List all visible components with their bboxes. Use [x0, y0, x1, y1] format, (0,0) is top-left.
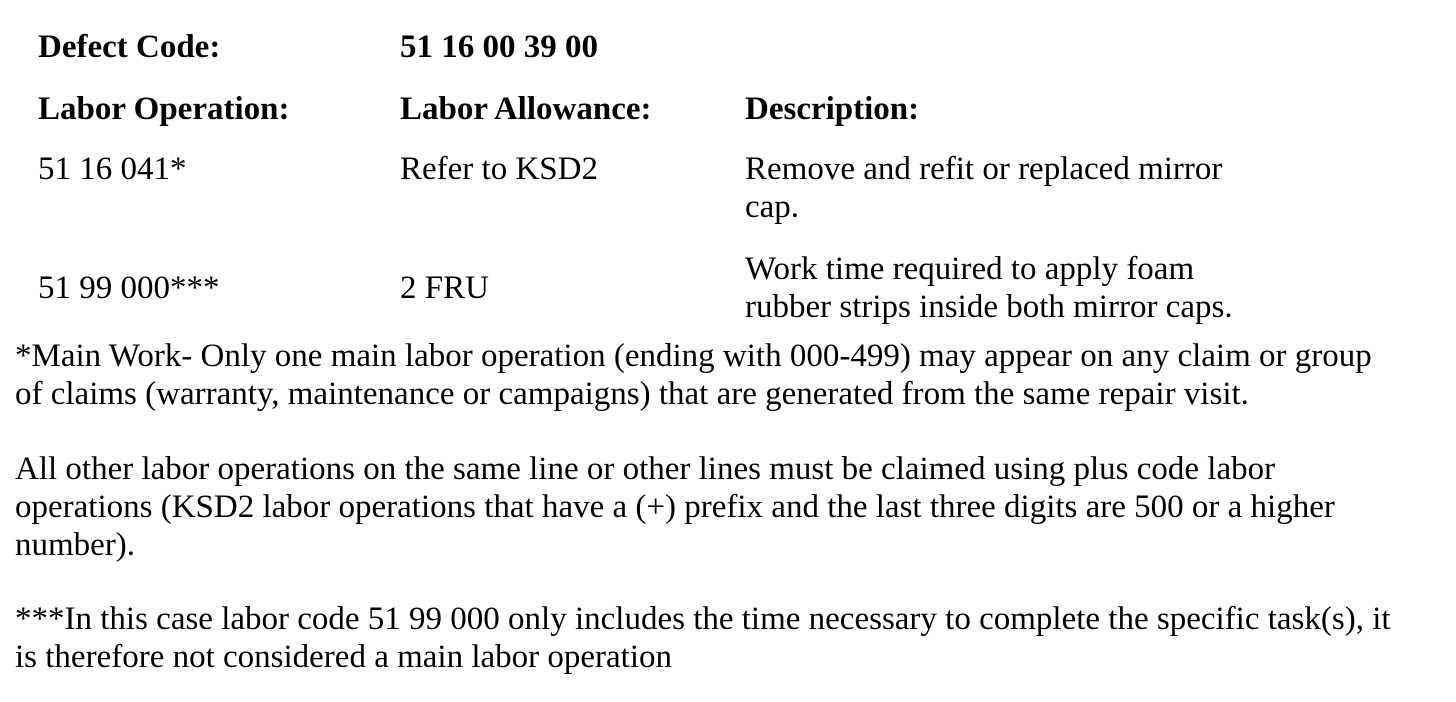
defect-code-label: Defect Code:	[38, 29, 221, 65]
main-work-note: *Main Work- Only one main labor operation (ending with 000-499) may appear on any claim or group of claims (warranty, maintenance or campaigns) that are generated from the same repair visit.	[15, 338, 1372, 412]
description-value: Remove and refit or replaced mirror cap.	[745, 151, 1223, 225]
header-description: Description:	[745, 91, 920, 127]
labor-allowance-value: 2 FRU	[400, 270, 489, 306]
table-row	[38, 150, 1456, 226]
labor-operation-value: 51 16 041*	[38, 151, 187, 187]
footnotes	[15, 337, 1456, 676]
defect-code-row	[38, 28, 1456, 66]
table-row	[38, 250, 1456, 326]
labor-allowance-value: Refer to KSD2	[400, 151, 598, 187]
plus-code-note: All other labor operations on the same line or other lines must be claimed using plus code labor operations (KSD2 labor operations that have a (+) prefix and the last three digits are 500 or a higher number).	[15, 451, 1335, 563]
labor-operations-table	[38, 28, 1456, 326]
labor-operation-value: 51 99 000***	[38, 270, 220, 306]
header-labor-operation: Labor Operation:	[38, 91, 290, 127]
header-labor-allowance: Labor Allowance:	[400, 91, 652, 127]
labor-code-note: ***In this case labor code 51 99 000 only includes the time necessary to complete the specific task(s), it is therefore not considered a main labor operation	[15, 601, 1391, 675]
table-header-row	[38, 90, 1456, 128]
defect-code-value: 51 16 00 39 00	[400, 29, 598, 65]
description-value: Work time required to apply foam rubber strips inside both mirror caps.	[745, 251, 1233, 325]
